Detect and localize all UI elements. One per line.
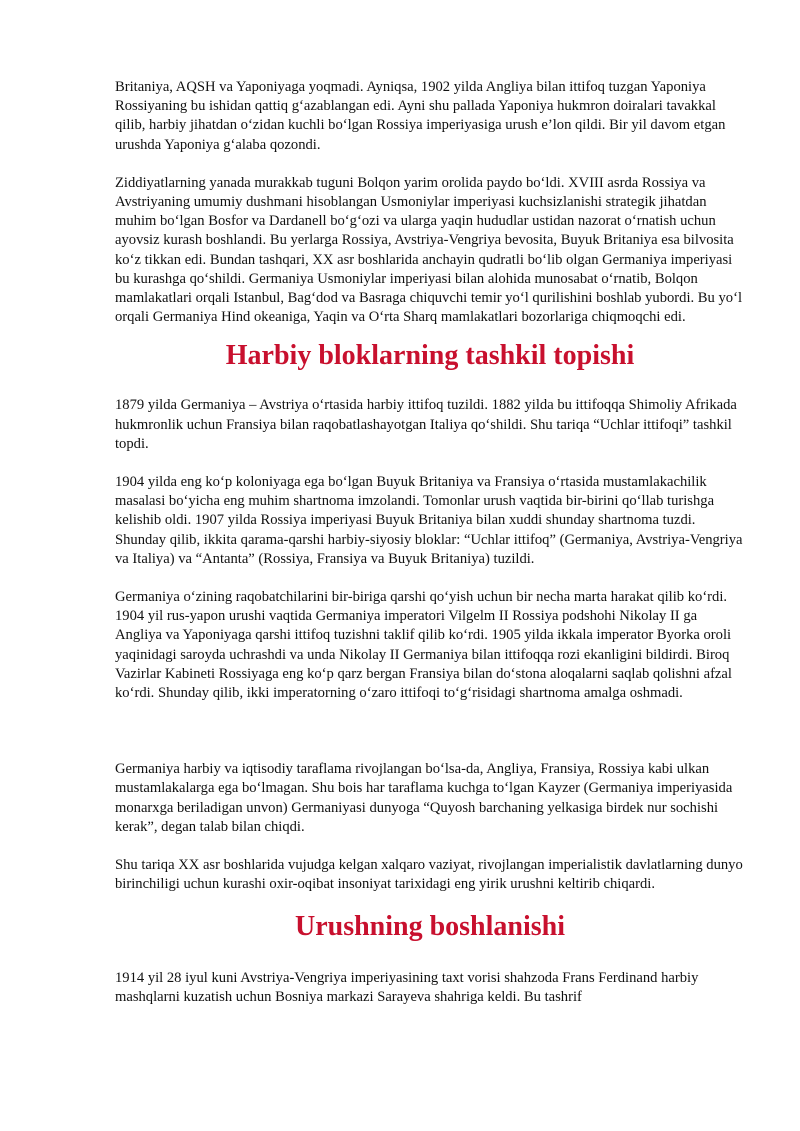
paragraph-triple-alliance: 1879 yilda Germaniya – Avstriya o‘rtasida harbiy ittifoq tuzildi. 1882 yilda bu ittifoqqa Shimoliy Afrikada hukmronlik uchun Fransiya bilan raqobatlashayotgan Italiya qo‘shildi. Shu tariqa “Uchlar ittifoqi” tashkil topdi. — [115, 397, 737, 452]
paragraph-kaiser: Germaniya harbiy va iqtisodiy taraflama rivojlangan bo‘lsa-da, Angliya, Fransiya, Rossiya kabi ulkan mustamlakalarga ega bo‘lmagan. Shu bois har taraflama kuchga to‘lgan Kayzer (Germaniya imperiyasida monarxga beriladigan unvon) Germaniyasi dunyoga “Quyosh barchaning yelkasiga birdek nur sochishi kerak”, degan talab bilan chiqdi. — [115, 761, 733, 835]
heading-war-beginning: Urushning boshlanishi — [294, 910, 566, 942]
document-page — [115, 78, 745, 1007]
paragraph-japan-war: Britaniya, AQSH va Yaponiyaga yoqmadi. Ayniqsa, 1902 yilda Angliya bilan ittifoq tuzgan Yaponiya Rossiyaning bu ishidan qattiq g‘azablangan edi. Ayni shu pallada Yaponiya hukmron doiralari tavakkal qilib, harbiy jihatdan o‘zidan kuchli bo‘lgan Rossiya imperiyasiga urush e’lon qildi. Bir yil davom etgan urushda Yaponiya g‘alaba qozondi. — [115, 79, 726, 153]
heading-military-blocs: Harbiy bloklarning tashkil topishi — [225, 340, 635, 372]
paragraph-franz-ferdinand: 1914 yil 28 iyul kuni Avstriya-Vengriya imperiyasining taxt vorisi shahzoda Frans Ferdinand harbiy mashqlarni kuzatish uchun Bosniya markazi Sarayeva shahriga keldi. Bu tashrif — [115, 969, 699, 1005]
paragraph-entente: 1904 yilda eng ko‘p koloniyaga ega bo‘lgan Buyuk Britaniya va Fransiya o‘rtasida mustamlakachilik masalasi bo‘yicha eng muhim shartnoma imzolandi. Tomonlar urush vaqtida bir-birini qo‘llab turishga kelishib oldi. 1907 yilda Rossiya imperiyasi Buyuk Britaniya bilan xuddi shunday shartnoma tuzdi. Shunday qilib, ikkita qarama-qarshi harbiy-siyosiy bloklar: “Uchlar ittifoq” (Germaniya, Avstriya-Vengriya va Italiya) va “Antanta” (Rossiya, Fransiya va Buyuk Britaniya) tuzildi. — [115, 474, 743, 567]
paragraph-germany-russia: Germaniya o‘zining raqobatchilarini bir-biriga qarshi qo‘yish uchun bir necha marta harakat qilib ko‘rdi. 1904 yil rus-yapon urushi vaqtida Germaniya imperatori Vilgelm II Rossiya podshohi Nikolay II ga Angliya va Yaponiyaga qarshi ittifoq tuzishni taklif qilib ko‘rdi. 1905 yilda ikkala imperator Byorka oroli yaqinidagi saroyda uchrashdi va unda Nikolay II Germaniya bilan ittifoqqa rozi ekanligini bildirdi. Biroq Vazirlar Kabineti Rossiyaga eng ko‘p qarz bergan Fransiya bilan do‘stona aloqalarni saqlab qolishni afzal ko‘rdi. Shunday qilib, ikki imperatorning o‘zaro ittifoqi to‘g‘risidagi shartnoma amalga oshmadi. — [115, 589, 732, 702]
paragraph-balkan: Ziddiyatlarning yanada murakkab tuguni Bolqon yarim orolida paydo bo‘ldi. XVIII asrda Rossiya va Avstriyaning umumiy dushmani hisoblangan Usmoniylar imperiyasi kuchsizlanishi strategik jihatdan muhim bo‘lgan Bosfor va Dardanell bo‘g‘ozi va ularga yaqin hududlar ustidan nazorat o‘rnatish uchun ayovsiz kurash boshlandi. Bu yerlarga Rossiya, Avstriya-Vengriya bevosita, Buyuk Britaniya esa bilvosita ko‘z tikkan edi. Bundan tashqari, XX asr boshlarida anchayin qudratli bo‘lib olgan Germaniya imperiyasi bu kurashga qo‘shildi. Germaniya Usmoniylar imperiyasi bilan alohida munosabat o‘rnatib, Bolqon mamlakatlari orqali Istanbul, Bag‘dod va Basraga chiquvchi temir yo‘l qurilishini boshlab yubordi. Bu yo‘l orqali Germaniya Hind okeaniga, Yaqin va O‘rta Sharq mamlakatlari bozorlariga chiqmoqchi edi. — [115, 174, 742, 326]
paragraph-international-situation: Shu tariqa XX asr boshlarida vujudga kelgan xalqaro vaziyat, rivojlangan imperialistik davlatlarning dunyo birinchiligi uchun kurashi oxir-oqibat insoniyat tarixidagi eng yirik urushni keltirib chiqardi. — [115, 857, 743, 893]
